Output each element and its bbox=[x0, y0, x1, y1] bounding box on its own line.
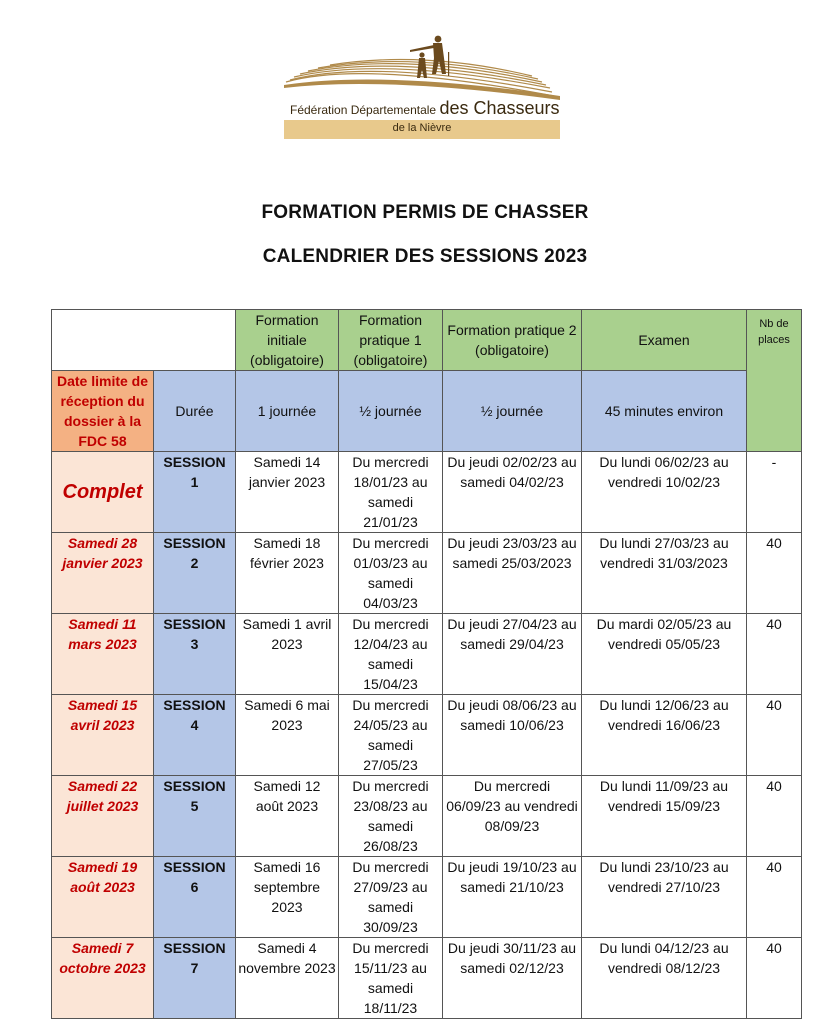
logo-title-big: des Chasseurs bbox=[439, 98, 560, 118]
header-nb-places: Nb de places bbox=[747, 310, 802, 452]
session-number: 1 bbox=[190, 474, 199, 490]
places-cell: 40 bbox=[747, 533, 802, 614]
session-row-7 bbox=[52, 938, 802, 1019]
session-word: SESSION bbox=[163, 454, 226, 470]
pratique1-cell: Du mercredi 27/09/23 au samedi 30/09/23 bbox=[339, 857, 443, 938]
session-row-6 bbox=[52, 857, 802, 938]
examen-cell: Du lundi 06/02/23 au vendredi 10/02/23 bbox=[582, 452, 747, 533]
examen-cell: Du lundi 12/06/23 au vendredi 16/06/23 bbox=[582, 695, 747, 776]
pratique1-cell: Du mercredi 23/08/23 au samedi 26/08/23 bbox=[339, 776, 443, 857]
header-row-2 bbox=[52, 371, 802, 452]
places-cell: 40 bbox=[747, 776, 802, 857]
page-title: FORMATION PERMIS DE CHASSER bbox=[261, 202, 589, 223]
session-number: 2 bbox=[190, 555, 199, 571]
session-word: SESSION bbox=[163, 940, 226, 956]
session-row-2 bbox=[52, 533, 802, 614]
pratique2-cell: Du jeudi 30/11/23 au samedi 02/12/23 bbox=[443, 938, 582, 1019]
places-cell: 40 bbox=[747, 938, 802, 1019]
deadline-cell: Samedi 19 août 2023 bbox=[52, 857, 154, 938]
deadline-cell: Samedi 7 octobre 2023 bbox=[52, 938, 154, 1019]
initiale-cell: Samedi 16 septembre 2023 bbox=[236, 857, 339, 938]
places-cell: 40 bbox=[747, 614, 802, 695]
examen-cell: Du lundi 04/12/23 au vendredi 08/12/23 bbox=[582, 938, 747, 1019]
pratique2-cell: Du mercredi 06/09/23 au vendredi 08/09/23 bbox=[443, 776, 582, 857]
pratique1-cell: Du mercredi 12/04/23 au samedi 15/04/23 bbox=[339, 614, 443, 695]
header-formation-initiale: Formation initiale (obligatoire) bbox=[236, 310, 339, 371]
examen-cell: Du mardi 02/05/23 au vendredi 05/05/23 bbox=[582, 614, 747, 695]
session-cell bbox=[154, 533, 236, 614]
examen-cell: Du lundi 27/03/23 au vendredi 31/03/2023 bbox=[582, 533, 747, 614]
session-cell bbox=[154, 452, 236, 533]
session-row-5 bbox=[52, 776, 802, 857]
hunters-logo-icon bbox=[284, 30, 564, 100]
examen-cell: Du lundi 23/10/23 au vendredi 27/10/23 bbox=[582, 857, 747, 938]
fdc-logo bbox=[284, 30, 564, 142]
header-duree: Durée bbox=[154, 371, 236, 452]
session-cell bbox=[154, 614, 236, 695]
duree-examen: 45 minutes environ bbox=[582, 371, 747, 452]
initiale-cell: Samedi 1 avril 2023 bbox=[236, 614, 339, 695]
pratique2-cell: Du jeudi 23/03/23 au samedi 25/03/2023 bbox=[443, 533, 582, 614]
pratique1-cell: Du mercredi 15/11/23 au samedi 18/11/23 bbox=[339, 938, 443, 1019]
deadline-cell: Samedi 28 janvier 2023 bbox=[52, 533, 154, 614]
session-word: SESSION bbox=[163, 616, 226, 632]
initiale-cell: Samedi 14 janvier 2023 bbox=[236, 452, 339, 533]
logo-title bbox=[290, 98, 566, 119]
header-formation-pratique-1: Formation pratique 1 (obligatoire) bbox=[339, 310, 443, 371]
header-empty-cell bbox=[52, 310, 236, 371]
duree-formation-pratique-2: ½ journée bbox=[443, 371, 582, 452]
initiale-cell: Samedi 6 mai 2023 bbox=[236, 695, 339, 776]
pratique2-cell: Du jeudi 27/04/23 au samedi 29/04/23 bbox=[443, 614, 582, 695]
header-row-1 bbox=[52, 310, 802, 371]
session-cell bbox=[154, 776, 236, 857]
pratique2-cell: Du jeudi 19/10/23 au samedi 21/10/23 bbox=[443, 857, 582, 938]
deadline-cell: Complet bbox=[52, 452, 154, 533]
session-row-1 bbox=[52, 452, 802, 533]
session-number: 7 bbox=[190, 960, 199, 976]
session-row-4 bbox=[52, 695, 802, 776]
pratique1-cell: Du mercredi 18/01/23 au samedi 21/01/23 bbox=[339, 452, 443, 533]
initiale-cell: Samedi 4 novembre 2023 bbox=[236, 938, 339, 1019]
session-number: 5 bbox=[190, 798, 199, 814]
page-subtitle: CALENDRIER DES SESSIONS 2023 bbox=[262, 246, 588, 267]
logo-subtitle: de la Nièvre bbox=[392, 122, 452, 134]
header-formation-pratique-2: Formation pratique 2 (obligatoire) bbox=[443, 310, 582, 371]
initiale-cell: Samedi 12 août 2023 bbox=[236, 776, 339, 857]
pratique2-cell: Du jeudi 02/02/23 au samedi 04/02/23 bbox=[443, 452, 582, 533]
session-word: SESSION bbox=[163, 697, 226, 713]
duree-formation-initiale: 1 journée bbox=[236, 371, 339, 452]
places-cell: 40 bbox=[747, 695, 802, 776]
session-cell bbox=[154, 695, 236, 776]
header-examen: Examen bbox=[582, 310, 747, 371]
session-cell bbox=[154, 938, 236, 1019]
session-number: 4 bbox=[190, 717, 199, 733]
places-cell: - bbox=[747, 452, 802, 533]
places-cell: 40 bbox=[747, 857, 802, 938]
pratique1-cell: Du mercredi 01/03/23 au samedi 04/03/23 bbox=[339, 533, 443, 614]
session-number: 6 bbox=[190, 879, 199, 895]
logo-title-small: Fédération Départementale bbox=[290, 103, 437, 117]
deadline-cell: Samedi 11 mars 2023 bbox=[52, 614, 154, 695]
header-date-limite: Date limite de réception du dossier à la FDC 58 bbox=[52, 371, 154, 452]
pratique1-cell: Du mercredi 24/05/23 au samedi 27/05/23 bbox=[339, 695, 443, 776]
duree-formation-pratique-1: ½ journée bbox=[339, 371, 443, 452]
session-row-3 bbox=[52, 614, 802, 695]
session-word: SESSION bbox=[163, 535, 226, 551]
session-word: SESSION bbox=[163, 859, 226, 875]
session-cell bbox=[154, 857, 236, 938]
examen-cell: Du lundi 11/09/23 au vendredi 15/09/23 bbox=[582, 776, 747, 857]
session-number: 3 bbox=[190, 636, 199, 652]
deadline-cell: Samedi 22 juillet 2023 bbox=[52, 776, 154, 857]
session-word: SESSION bbox=[163, 778, 226, 794]
pratique2-cell: Du jeudi 08/06/23 au samedi 10/06/23 bbox=[443, 695, 582, 776]
deadline-cell: Samedi 15 avril 2023 bbox=[52, 695, 154, 776]
initiale-cell: Samedi 18 février 2023 bbox=[236, 533, 339, 614]
sessions-table bbox=[51, 309, 802, 1019]
